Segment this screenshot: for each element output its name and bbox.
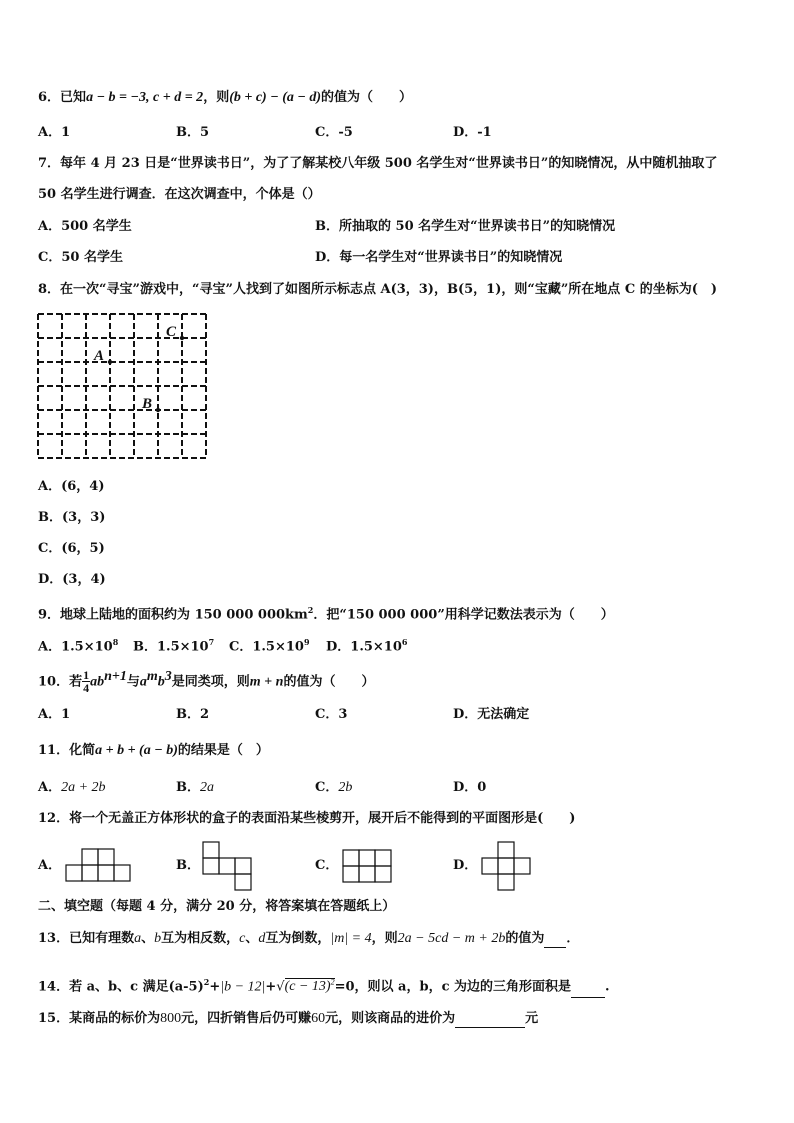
q10-fraction: $\frac{1}{4}$ [83,668,90,696]
q12-option-c[interactable]: C． [315,858,339,873]
q12-option-a[interactable]: A． [38,858,62,873]
q10-option-b[interactable]: B．2 [176,707,210,722]
q8-option-d[interactable]: D．(3，4) [38,572,106,587]
q12-option-d[interactable]: D． [453,858,478,873]
question-14: 14．若 a、b、c 满足$(a-5)^2+|b - 12|+√(c - 13)^2=0$，则以 a，b，c 为边的三角形面积是 . [38,971,610,998]
q13-answer-blank[interactable] [544,933,566,948]
point-b [156,408,160,412]
question-11: 11．化简a + b + (a − b)的结果是（ ） [38,743,269,758]
q7-line-2: 50 名学生进行调查．在这次调查中，个体是（） [38,187,321,202]
q7-option-b[interactable]: B．所抽取的 50 名学生对“世界读书日”的知晓情况 [315,219,616,234]
q14-answer-blank[interactable] [571,983,605,998]
q7-option-a[interactable]: A．500 名学生 [38,219,132,234]
question-6 [38,89,412,107]
coordinate-grid-figure [34,310,214,462]
q9-option-b[interactable]: B．$1.5\times 10^7$ [133,637,215,655]
q11-option-d[interactable]: D．0 [453,780,487,795]
q12-net-b-figure [201,840,257,892]
q8-option-a[interactable]: A．(6，4) [38,479,105,494]
q15-answer-blank[interactable] [455,1013,525,1028]
q11-option-c[interactable]: C．2b [315,780,353,795]
q6-text-mid: ，则 [203,90,230,105]
q11-option-b[interactable]: B．2a [176,780,214,795]
q12-net-c-figure [341,848,397,886]
point-label-c: C [166,324,177,340]
q7-option-d[interactable]: D．每一名学生对“世界读书日”的知晓情况 [315,250,563,265]
q6-expression: (b + c) − (a − d) [229,90,322,105]
q11-option-a[interactable]: A．2a + 2b [38,780,106,795]
q8-text: 8．在一次“寻宝”游戏中，“寻宝”人找到了如图所示标志点 A(3，3)，B(5，1)，则“宝藏”所在地点 C 的坐标为( ) [38,282,717,297]
q9-text: 9．地球上陆地的面积约为 150 000 $000km^2$．把“150 000 000”用科学记数法表示为（ ） [38,605,614,623]
q6-option-b[interactable]: B．5 [176,125,210,140]
q6-option-d[interactable]: D．-1 [453,125,492,140]
q6-number: 6． [38,90,61,105]
section-2-heading: 二、填空题（每题 4 分，满分 20 分，将答案填在答题纸上） [38,899,396,914]
q10-option-c[interactable]: C．3 [315,707,348,722]
q6-condition: a − b = −3, c + d = 2 [86,90,204,105]
q6-text-post: 的值为（ ） [321,90,413,105]
q12-net-d-figure [480,840,536,892]
q9-option-d[interactable]: D．$1.5\times 10^6$ [326,637,408,655]
q8-option-c[interactable]: C．(6，5) [38,541,105,556]
point-label-a: A [94,348,105,364]
q6-option-a[interactable]: A．1 [38,125,71,140]
sqrt-icon: √ [276,979,285,995]
question-13: 13．已知有理数a、b互为相反数，c、d互为倒数，|m| = 4，则2a − 5cd − m + 2b的值为 ． [38,931,580,946]
q14-radicand: $(c - 13)^2$ [284,977,335,995]
q6-option-c[interactable]: C．-5 [315,125,353,140]
q9-option-a[interactable]: A．$1.5\times 10^8$ [38,637,119,655]
q6-text-pre: 已知 [60,90,87,105]
question-10: 10．若 $\frac{1}{4}$ $ab^{n+1}$与$a^mb^3$是同类项，则m + n的值为（ ） [38,668,375,696]
point-label-b: B [142,396,153,412]
q7-line-1: 7．每年 4 月 23 日是“世界读书日”，为了了解某校八年级 500 名学生对“世界读书日”的知晓情况，从中随机抽取了 [38,156,718,171]
q12-net-a-figure [64,844,134,884]
point-a [108,360,112,364]
question-15: 15．某商品的标价为800元，四折销售后仍可赚60元，则该商品的进价为 元 [38,1011,539,1026]
q12-option-b[interactable]: B． [176,858,200,873]
q8-option-b[interactable]: B．(3，3) [38,510,106,525]
point-c [180,336,184,340]
q7-option-c[interactable]: C．50 名学生 [38,250,123,265]
q10-option-d[interactable]: D．无法确定 [453,707,530,722]
q12-text: 12．将一个无盖正方体形状的盒子的表面沿某些棱剪开，展开后不能得到的平面图形是( ) [38,811,576,826]
q10-option-a[interactable]: A．1 [38,707,71,722]
q9-option-c[interactable]: C．$1.5\times 10^9$ [229,637,310,655]
